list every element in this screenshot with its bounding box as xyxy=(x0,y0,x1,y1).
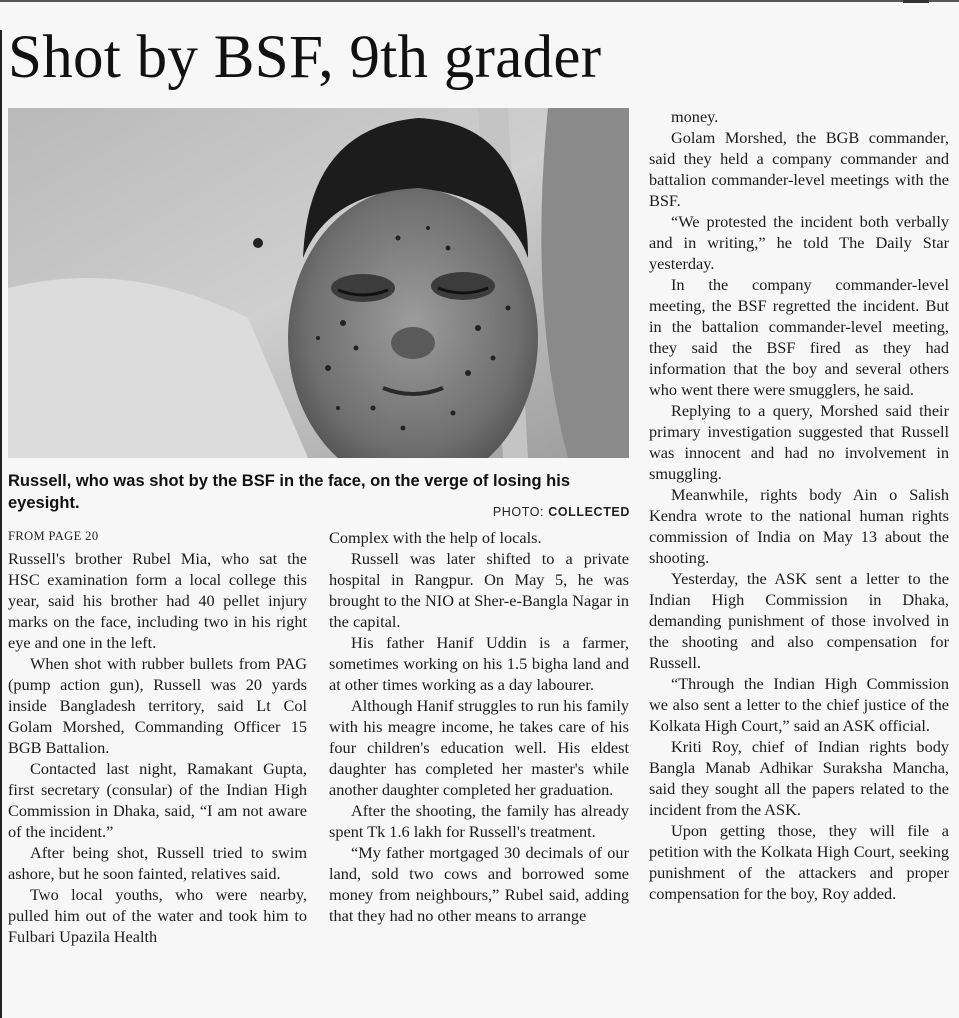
paragraph: When shot with rubber bullets from PAG (pump action gun), Russell was 20 yards inside Bangladesh territory, said Lt Col Golam Morshed, Commanding Officer 15 BGB Battalion. xyxy=(8,654,307,757)
news-photo xyxy=(8,108,629,458)
photo-caption: Russell, who was shot by the BSF in the face, on the verge of losing his eyesight. xyxy=(8,472,571,512)
photo-credit-label: PHOTO: xyxy=(492,505,545,519)
page-left-edge xyxy=(0,30,2,1018)
paragraph: After the shooting, the family has already spent Tk 1.6 lakh for Russell's treatment. xyxy=(329,801,629,841)
paragraph: Meanwhile, rights body Ain o Salish Kendra wrote to the national human rights commission of India on May 13 about the shooting. xyxy=(649,485,949,567)
paragraph: Although Hanif struggles to run his family with his meagre income, he takes care of his four children's education well. His eldest daughter has completed her master's while another daughter completed her graduation. xyxy=(329,696,629,799)
paragraph: Contacted last night, Ramakant Gupta, first secretary (consular) of the Indian High Commission in Dhaka, said, “I am not aware of the incident.” xyxy=(8,759,307,841)
paragraph: Upon getting those, they will file a petition with the Kolkata High Court, seeking punishment of the attackers and proper compensation for the boy, Roy added. xyxy=(649,821,949,903)
top-rule-mark xyxy=(903,0,929,3)
paragraph: “We protested the incident both verbally and in writing,” he told The Daily Star yesterday. xyxy=(649,212,949,273)
paragraph: Replying to a query, Morshed said their primary investigation suggested that Russell was innocent and had no involvement in smuggling. xyxy=(649,401,949,483)
paragraph: “Through the Indian High Commission we also sent a letter to the chief justice of the Kolkata High Court,” said an ASK official. xyxy=(649,674,949,735)
paragraph: Two local youths, who were nearby, pulled him out of the water and took him to Fulbari Upazila Health xyxy=(8,885,307,946)
paragraph: After being shot, Russell tried to swim ashore, but he soon fainted, relatives said. xyxy=(8,843,307,883)
paragraph: Complex with the help of locals. xyxy=(329,528,542,547)
paragraph: Russell was later shifted to a private hospital in Rangpur. On May 5, he was brought to the NIO at Sher-e-Bangla Nagar in the capital. xyxy=(329,549,629,631)
paragraph: His father Hanif Uddin is a farmer, sometimes working on his 1.5 bigha land and at other times working as a day labourer. xyxy=(329,633,629,694)
paragraph: Golam Morshed, the BGB commander, said they held a company commander and battalion commander-level meetings with the BSF. xyxy=(649,128,949,210)
headline: Shot by BSF, 9th grader xyxy=(8,24,602,91)
continuation-kicker: FROM PAGE 20 xyxy=(8,529,99,543)
paragraph: Yesterday, the ASK sent a letter to the Indian High Commission in Dhaka, demanding punishment of those involved in the shooting and also compensation for Russell. xyxy=(649,569,949,672)
photo-credit xyxy=(460,505,630,519)
paragraph: In the company commander-level meeting, the BSF regretted the incident. But in the battalion commander-level meeting, they said the BSF fired as they had information that the boy and several others who went there were smugglers, he said. xyxy=(649,275,949,399)
article-column-2 xyxy=(329,527,629,926)
paragraph: Russell's brother Rubel Mia, who sat the HSC examination form a local college this year, said his brother had 40 pellet injury marks on the face, including two in his right eye and one in the left. xyxy=(8,549,307,652)
article-column-3 xyxy=(649,106,949,904)
top-rule xyxy=(0,0,959,2)
paragraph: “My father mortgaged 30 decimals of our land, sold two cows and borrowed some money from neighbours,” Rubel said, adding that they had no other means to arrange xyxy=(329,843,629,925)
paragraph: Kriti Roy, chief of Indian rights body Bangla Manab Adhikar Suraksha Mancha, said they sought all the papers related to the incident from the ASK. xyxy=(649,737,949,819)
article-column-1 xyxy=(8,548,307,947)
paragraph: money. xyxy=(671,107,719,126)
photo-credit-value: COLLECTED xyxy=(548,505,630,519)
